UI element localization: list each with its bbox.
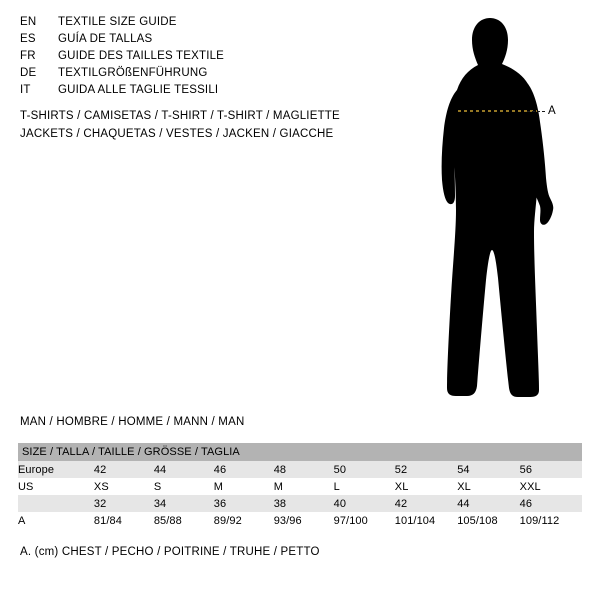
cell: 109/112	[520, 512, 582, 529]
language-row	[20, 16, 380, 33]
language-text: GUIDA ALLE TAGLIE TESSILI	[58, 84, 219, 96]
cell: XL	[457, 478, 519, 495]
language-code: DE	[20, 67, 37, 79]
cell: 52	[395, 461, 457, 478]
cell: 42	[94, 461, 154, 478]
cell: 44	[154, 461, 214, 478]
cell: XXL	[520, 478, 582, 495]
language-code: FR	[20, 50, 36, 62]
cell: S	[154, 478, 214, 495]
cell: 44	[457, 495, 519, 512]
language-text: TEXTILE SIZE GUIDE	[58, 16, 177, 28]
cell: XL	[395, 478, 457, 495]
language-row	[20, 84, 380, 101]
cell: 81/84	[94, 512, 154, 529]
size-table	[18, 443, 582, 529]
language-code: IT	[20, 84, 31, 96]
language-code: EN	[20, 16, 37, 28]
language-text: TEXTILGRÖßENFÜHRUNG	[58, 67, 208, 79]
cell: 46	[520, 495, 582, 512]
row-label: US	[18, 478, 94, 495]
man-silhouette-figure	[400, 10, 600, 405]
measure-label-a: A	[548, 105, 556, 117]
cell: 46	[214, 461, 274, 478]
cell: 97/100	[334, 512, 395, 529]
cell: 38	[274, 495, 334, 512]
cell: 32	[94, 495, 154, 512]
cell: 89/92	[214, 512, 274, 529]
row-label: Europe	[18, 461, 94, 478]
language-list	[20, 16, 380, 101]
cell: 101/104	[395, 512, 457, 529]
cell: 85/88	[154, 512, 214, 529]
silhouette-icon	[400, 10, 600, 405]
cell: 56	[520, 461, 582, 478]
cell: 48	[274, 461, 334, 478]
table-header-label: SIZE / TALLA / TAILLE / GRÖSSE / TAGLIA	[22, 446, 240, 458]
category-line-tshirts: T-SHIRTS / CAMISETAS / T-SHIRT / T-SHIRT / MAGLIETTE	[20, 110, 340, 122]
language-text: GUIDE DES TAILLES TEXTILE	[58, 50, 225, 62]
cell: 42	[395, 495, 457, 512]
category-list	[20, 110, 420, 146]
cell: 54	[457, 461, 519, 478]
table-row	[18, 478, 582, 495]
row-label	[18, 495, 94, 512]
cell: 34	[154, 495, 214, 512]
cell: 50	[334, 461, 395, 478]
cell: 105/108	[457, 512, 519, 529]
table-row	[18, 461, 582, 478]
language-text: GUÍA DE TALLAS	[58, 33, 153, 45]
language-row	[20, 67, 380, 84]
cell: L	[334, 478, 395, 495]
cell: XS	[94, 478, 154, 495]
table-title: MAN / HOMBRE / HOMME / MANN / MAN	[20, 416, 245, 428]
cell: M	[214, 478, 274, 495]
language-row	[20, 50, 380, 67]
measure-leader-line	[527, 111, 545, 113]
cell: 36	[214, 495, 274, 512]
language-row	[20, 33, 380, 50]
cell: M	[274, 478, 334, 495]
language-code: ES	[20, 33, 36, 45]
row-label: A	[18, 512, 94, 529]
table-header-row	[18, 443, 582, 461]
cell: 40	[334, 495, 395, 512]
footnote: A. (cm) CHEST / PECHO / POITRINE / TRUHE / PETTO	[20, 546, 320, 558]
category-line-jackets: JACKETS / CHAQUETAS / VESTES / JACKEN / GIACCHE	[20, 128, 334, 140]
table-row	[18, 512, 582, 529]
table-row	[18, 495, 582, 512]
cell: 93/96	[274, 512, 334, 529]
